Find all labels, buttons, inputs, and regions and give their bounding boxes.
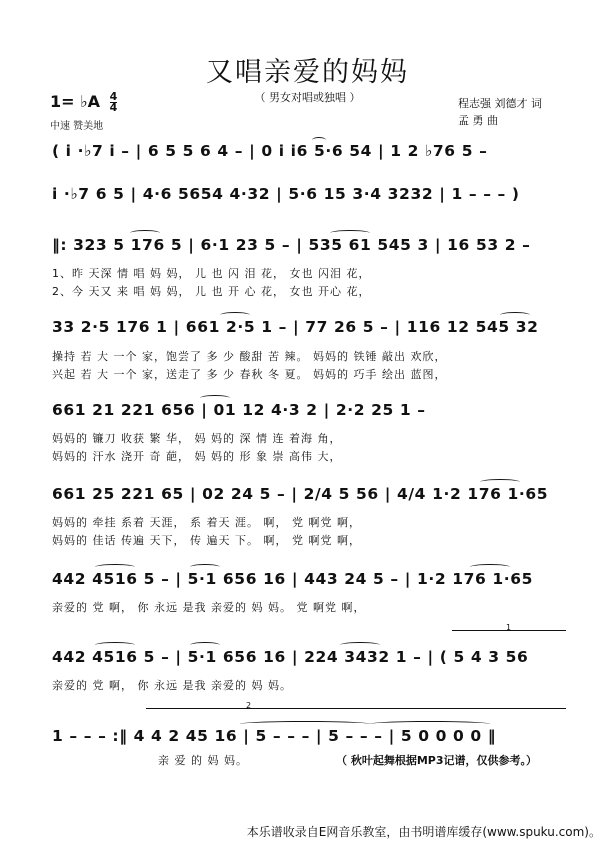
tempo-marking: 中速 赞美地 [50,121,104,132]
slur [500,312,530,318]
system-2-notes: i ·♭7 6 5 | 4·6 5654 4·32 | 5·6 15 3·4 3232 | 1 – – – ) [52,185,520,203]
system-7-lyric-1: 亲爱的 党 啊， 你 永远 是我 亲爱的 妈 妈。 党 啊党 啊， [52,601,366,614]
source-footer: 本乐谱收录自E网音乐教室，由书明谱库缓存(www.spuku.com)。 [246,825,601,839]
slur [95,564,135,570]
slur [200,395,230,401]
volta-2-number: 2 [246,701,252,710]
slur [190,642,220,648]
system-5-lyric-2: 妈妈的 汗水 浇开 奇 葩， 妈 妈的 形 象 崇 高伟 大， [52,450,342,463]
time-signature [110,92,118,113]
slur [370,721,490,727]
slur [330,230,370,236]
key-label: 1= ♭A [50,92,101,111]
slur [240,721,370,727]
system-1-notes: ( i ·♭7 i – | 6 5 5 6 4 – | 0 i i6 5·6 54 | 1 2 ♭76 5 – [52,142,488,160]
slur [190,564,220,570]
slur [312,137,326,143]
volta-1-number: 1 [506,623,512,632]
slur [220,312,250,318]
system-5-lyric-1: 妈妈的 镰刀 收获 繁 华， 妈 妈的 深 情 连 着海 角， [52,432,342,445]
system-7-notes: 442 4516 5 – | 5·1 656 16 | 443 24 5 – | 1·2 176 1·65 [52,570,534,588]
volta-2-bracket [146,708,566,709]
system-9-lyric-1: 亲 爱 的 妈 妈。 [158,754,248,767]
credit-composer: 孟 勇 曲 [458,114,498,127]
slur [470,564,510,570]
system-8-notes: 442 4516 5 – | 5·1 656 16 | 224 3432 1 – | ( 5 4 3 56 [52,648,529,666]
credit-lyricist: 程志强 刘德才 词 [458,97,542,110]
key-signature [50,92,117,113]
system-6-lyric-1: 妈妈的 牵挂 系着 天涯， 系 着天 涯。 啊， 党 啊党 啊， [52,516,361,529]
time-bottom: 4 [109,101,118,114]
slur [130,230,160,236]
system-3-lyric-1: 1、昨 天深 情 唱 妈 妈， 儿 也 闪 泪 花， 女也 闪泪 花， [52,267,371,280]
transcription-note: （ 秋叶起舞根据MP3记谱，仅供参考。） [336,754,537,767]
system-3-lyric-2: 2、今 天又 来 唱 妈 妈， 儿 也 开 心 花， 女也 开心 花， [52,285,371,298]
system-3-notes: ‖: 323 5 176 5 | 6·1 23 5 – | 535 61 545 3 | 16 53 2 – [52,236,531,254]
system-8-lyric-1: 亲爱的 党 啊， 你 永远 是我 亲爱的 妈 妈。 [52,679,292,692]
system-6-lyric-2: 妈妈的 佳话 传遍 天下， 传 遍天 下。 啊， 党 啊党 啊， [52,534,361,547]
song-title: 又唱亲爱的妈妈 [206,57,409,88]
slur [95,642,135,648]
song-subtitle: （ 男女对唱或独唱 ） [254,91,361,104]
time-top: 4 [109,90,118,103]
system-5-notes: 661 21 221 656 | 01 12 4·3 2 | 2·2 25 1 – [52,401,426,419]
system-4-notes: 33 2·5 176 1 | 661 2·5 1 – | 77 26 5 – | 116 12 545 32 [52,318,539,336]
slur [340,642,380,648]
system-9-notes: 1 – – – :‖ 4 4 2 45 16 | 5 – – – | 5 – – – | 5 0 0 0 0 ‖ [52,727,497,745]
slur [480,479,520,485]
system-6-notes: 661 25 221 65 | 02 24 5 – | 2/4 5 56 | 4/4 1·2 176 1·65 [52,485,549,503]
system-4-lyric-1: 操持 若 大 一个 家，饱尝了 多 少 酸甜 苦 辣。 妈妈的 铁锤 敲出 欢欣， [52,350,447,363]
system-4-lyric-2: 兴起 若 大 一个 家，送走了 多 少 春秋 冬 夏。 妈妈的 巧手 绘出 蓝图， [52,368,447,381]
